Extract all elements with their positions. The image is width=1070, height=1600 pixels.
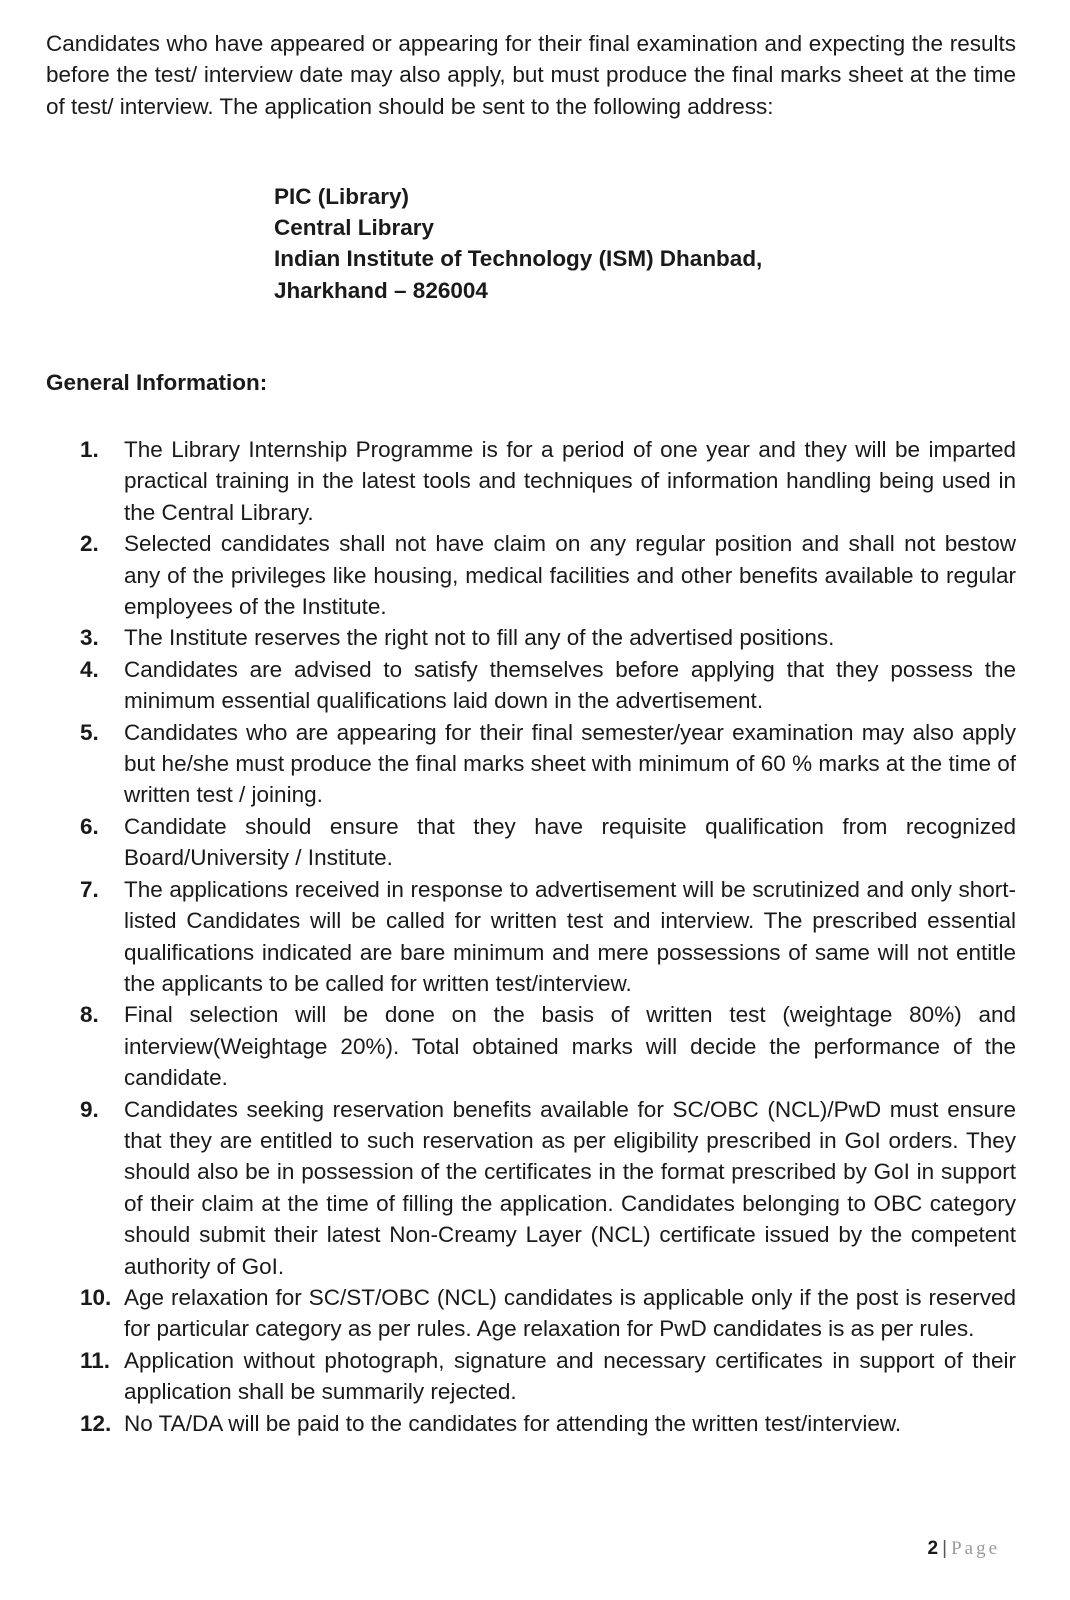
list-item-number: 3. — [80, 625, 99, 651]
list-item — [80, 874, 1016, 1000]
list-item-text: Candidates seeking reservation benefits available for SC/OBC (NCL)/PwD must ensure that they are entitled to such reservation as per eligibility prescribed in GoI orders. They should also be in possession of the certificates in the format prescribed by GoI in support of their claim at the time of filling the application. Candidates belonging to OBC category should submit their latest Non-Creamy Layer (NCL) certificate issued by the competent authority of GoI. — [124, 1096, 1016, 1279]
page-number: 2 — [927, 1538, 939, 1559]
list-item — [80, 1282, 1016, 1345]
list-item — [80, 1345, 1016, 1408]
general-information-list — [80, 434, 1016, 1439]
intro-paragraph: Candidates who have appeared or appearing for their final examination and expecting the results before the test/ interview date may also apply, but must produce the final marks sheet at the time of test/ interview. The application should be sent to the following address: — [46, 31, 1016, 119]
list-item-number: 12. — [80, 1410, 112, 1436]
list-item-text: Candidate should ensure that they have requisite qualification from recognized Board/University / Institute. — [124, 813, 1016, 871]
list-item-number: 8. — [80, 1002, 99, 1028]
list-item-text: The Institute reserves the right not to fill any of the advertised positions. — [124, 625, 835, 651]
general-information-heading: General Information: — [46, 370, 268, 395]
list-item — [80, 434, 1016, 528]
address-line-2: Central Library — [274, 215, 435, 241]
list-item-number: 10. — [80, 1284, 112, 1310]
page-word: Page — [951, 1538, 1000, 1559]
list-item-number: 9. — [80, 1096, 99, 1122]
list-item — [80, 717, 1016, 811]
page-separator: | — [942, 1538, 948, 1559]
list-item-number: 7. — [80, 876, 99, 902]
list-item-text: The applications received in response to advertisement will be scrutinized and only short-listed Candidates will be called for written test and interview. The prescribed essential qualifications indicated are bare minimum and mere possessions of same will not entitle the applicants to be called for written test/interview. — [124, 876, 1016, 996]
mailing-address — [274, 181, 762, 306]
address-line-4: Jharkhand – 826004 — [274, 277, 488, 303]
list-item — [80, 1408, 1016, 1439]
address-line-1: PIC (Library) — [274, 184, 410, 209]
list-item — [80, 1094, 1016, 1282]
list-item — [80, 811, 1016, 874]
list-item — [80, 654, 1016, 717]
list-item-text: Application without photograph, signature and necessary certificates in support of their application shall be summarily rejected. — [124, 1347, 1016, 1405]
list-item-text: The Library Internship Programme is for a period of one year and they will be imparted practical training in the latest tools and techniques of information handling being used in the Central Library. — [124, 437, 1016, 525]
list-item — [80, 528, 1016, 622]
list-item-text: Age relaxation for SC/ST/OBC (NCL) candidates is applicable only if the post is reserved for particular category as per rules. Age relaxation for PwD candidates is as per rules. — [124, 1284, 1016, 1342]
list-item — [80, 999, 1016, 1093]
list-item-text: Final selection will be done on the basis of written test (weightage 80%) and interview(Weightage 20%). Total obtained marks will decide the performance of the candidate. — [124, 1002, 1016, 1091]
list-item-number: 1. — [80, 437, 99, 462]
list-item — [80, 622, 1016, 653]
list-item-text: Candidates are advised to satisfy themselves before applying that they possess the minimum essential qualifications laid down in the advertisement. — [124, 656, 1016, 714]
list-item-number: 6. — [80, 813, 99, 839]
list-item-number: 11. — [80, 1347, 111, 1373]
page-footer — [928, 1538, 1000, 1560]
list-item-text: No TA/DA will be paid to the candidates for attending the written test/interview. — [124, 1410, 902, 1436]
list-item-text: Selected candidates shall not have claim on any regular position and shall not bestow any of the privileges like housing, medical facilities and other benefits available to regular employees of the Institute. — [124, 531, 1016, 620]
list-item-text: Candidates who are appearing for their final semester/year examination may also apply but he/she must produce the final marks sheet with minimum of 60 % marks at the time of written test / joining. — [124, 719, 1016, 808]
address-line-3: Indian Institute of Technology (ISM) Dhanbad, — [274, 246, 763, 272]
list-item-number: 5. — [80, 719, 99, 745]
list-item-number: 4. — [80, 656, 99, 682]
list-item-number: 2. — [80, 531, 99, 557]
